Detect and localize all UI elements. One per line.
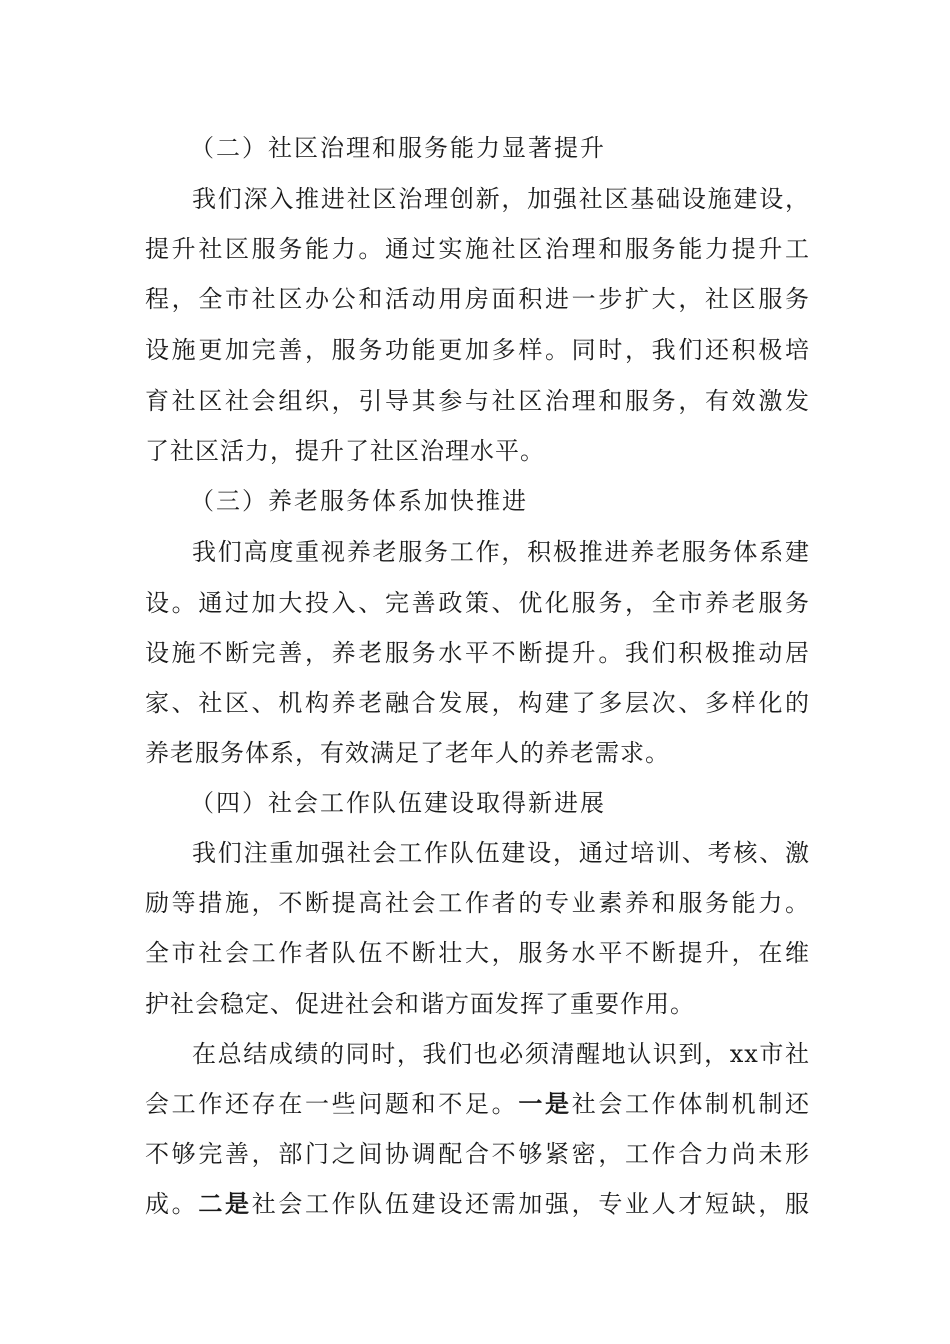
paragraph-line: 我们注重加强社会工作队伍建设，通过培训、考核、激 [192, 839, 810, 867]
paragraph-line: 励等措施，不断提高社会工作者的专业素养和服务能力。 [145, 889, 810, 917]
paragraph-line: 了社区活力，提升了社区治理水平。 [145, 437, 545, 465]
text-segment: 社会工作体制机制还 [571, 1090, 811, 1118]
text-segment: 会工作还存在一些问题和不足。 [145, 1090, 519, 1118]
paragraph-line: 提升社区服务能力。通过实施社区治理和服务能力提升工 [145, 235, 810, 263]
paragraph-line: 不够完善，部门之间协调配合不够紧密，工作合力尚未形 [145, 1140, 810, 1168]
paragraph-line: 设施不断完善，养老服务水平不断提升。我们积极推动居 [145, 639, 810, 667]
paragraph-line: 设施更加完善，服务功能更加多样。同时，我们还积极培 [145, 336, 810, 364]
paragraph-line: 程，全市社区办公和活动用房面积进一步扩大，社区服务 [145, 285, 810, 313]
paragraph-line: 育社区社会组织，引导其参与社区治理和服务，有效激发 [145, 387, 810, 415]
section-heading: （四）社会工作队伍建设取得新进展 [190, 789, 606, 817]
paragraph-line: 养老服务体系，有效满足了老年人的养老需求。 [145, 739, 670, 767]
section-heading: （三）养老服务体系加快推进 [190, 487, 528, 515]
bold-marker: 二是 [198, 1189, 252, 1218]
bold-marker: 一是 [518, 1089, 572, 1118]
paragraph-line: 我们高度重视养老服务工作，积极推进养老服务体系建 [192, 538, 810, 566]
paragraph-line: 我们深入推进社区治理创新，加强社区基础设施建设， [192, 185, 810, 213]
paragraph-line: 设。通过加大投入、完善政策、优化服务，全市养老服务 [145, 589, 810, 617]
paragraph-line [145, 1087, 810, 1121]
paragraph-line: 全市社会工作者队伍不断壮大，服务水平不断提升，在维 [145, 939, 810, 967]
paragraph-line: 在总结成绩的同时，我们也必须清醒地认识到，xx市社 [192, 1040, 810, 1068]
section-heading: （二）社区治理和服务能力显著提升 [190, 134, 606, 162]
text-segment: 成。 [145, 1190, 199, 1218]
text-segment: 社会工作队伍建设还需加强，专业人才短缺，服 [251, 1190, 811, 1218]
paragraph-line: 家、社区、机构养老融合发展，构建了多层次、多样化的 [145, 689, 810, 717]
paragraph-line: 护社会稳定、促进社会和谐方面发挥了重要作用。 [145, 990, 695, 1018]
paragraph-line [145, 1187, 810, 1221]
